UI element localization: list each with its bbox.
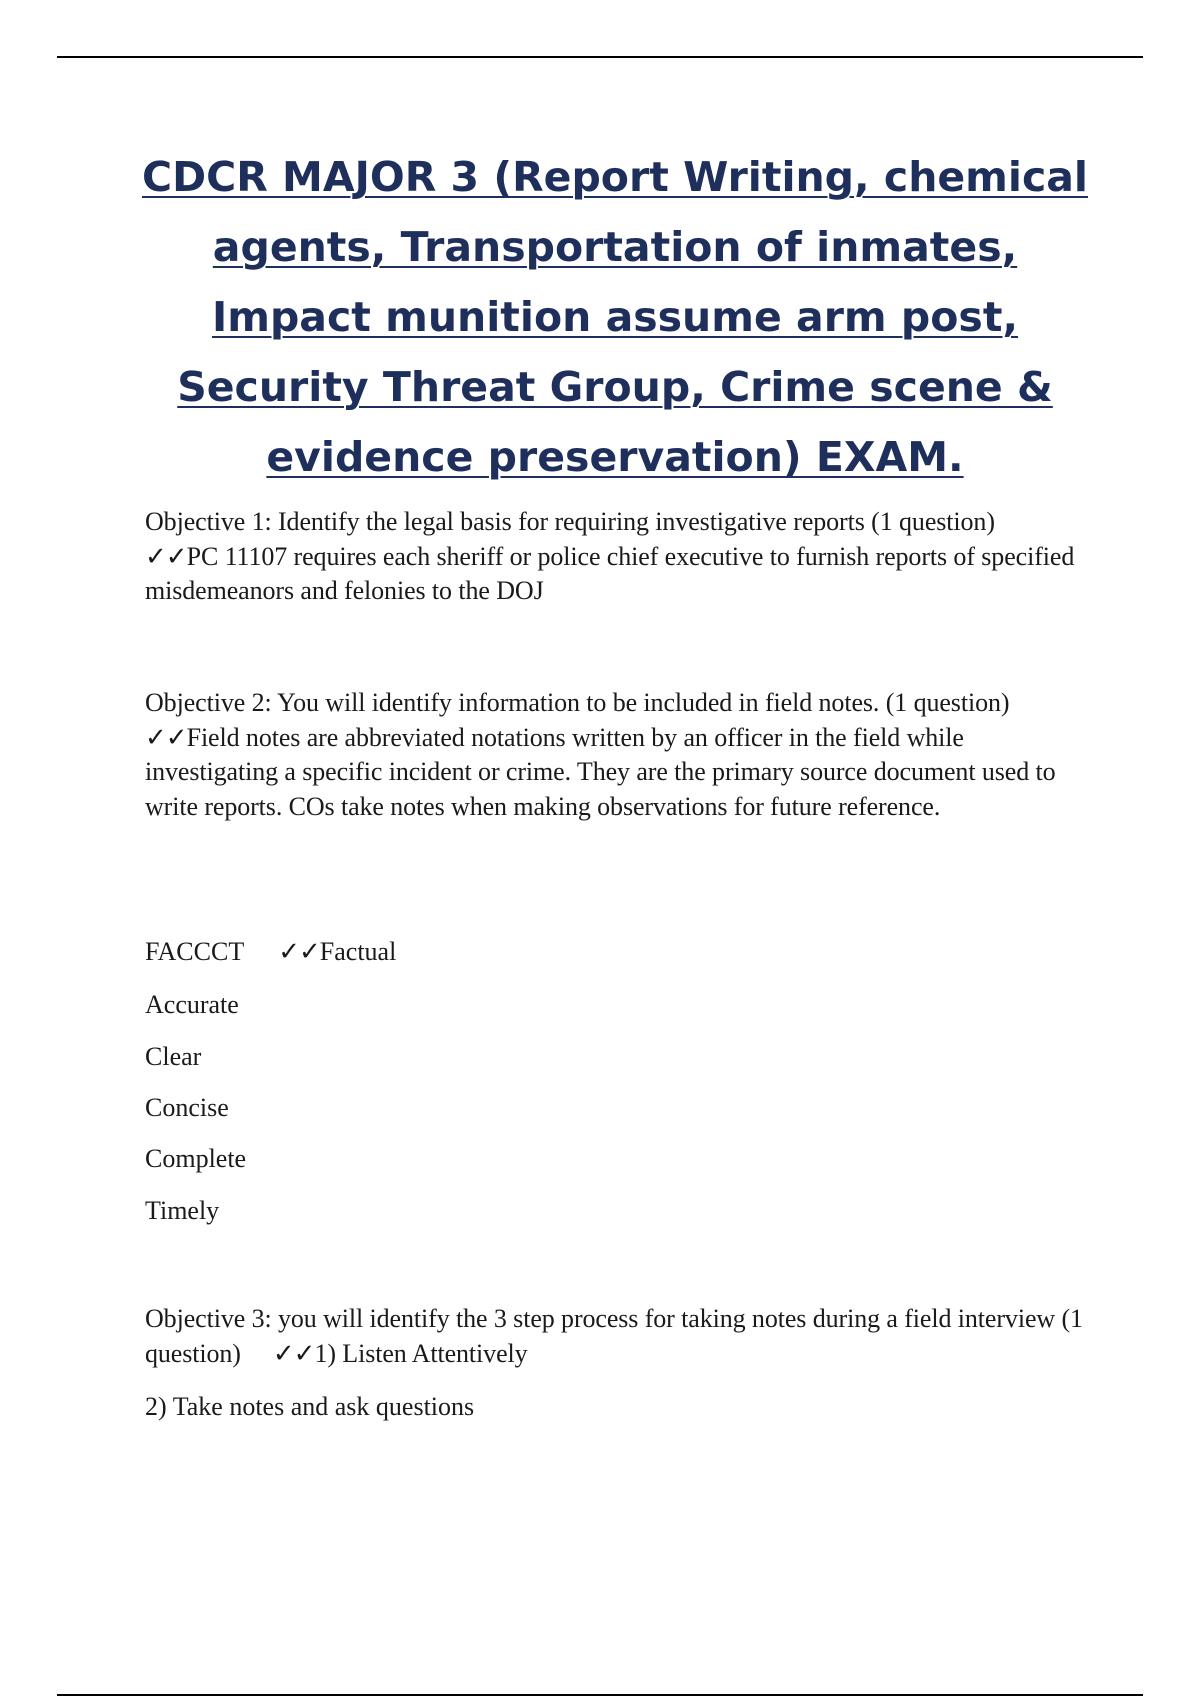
bottom-rule (57, 1694, 1143, 1696)
objective-3-answer-first: 1) Listen Attentively (314, 1338, 528, 1368)
objective-3-question: Objective 3: you will identify the 3 step process for taking notes during a field interview (1 question) (145, 1304, 1083, 1368)
list-item: Concise (145, 1093, 229, 1122)
document-title: CDCR MAJOR 3 (Report Writing, chemical agents, Transportation of inmates, Impact munition assume arm post, Security Threat Group, Crime scene & evidence preservation) EXAM. (142, 153, 1088, 481)
objective-3 (145, 1302, 1090, 1371)
objective-2-answer: Field notes are abbreviated notations written by an officer in the field while investigating a specific incident or crime. They are the primary source document used to write reports. COs take notes when making observations for future reference. (145, 722, 1056, 821)
list-item: Accurate (145, 990, 239, 1019)
check-mark-icon: ✓✓ (145, 722, 187, 752)
list-item: Clear (145, 1042, 202, 1071)
facccct-line (145, 935, 396, 970)
facccct-term: FACCCT (145, 937, 245, 966)
objective-1 (145, 505, 1090, 609)
objective-2-question: Objective 2: You will identify information to be included in field notes. (1 question) (145, 688, 1010, 717)
facccct-first: Factual (319, 937, 397, 966)
objective-1-answer: PC 11107 requires each sheriff or police chief executive to furnish reports of specified misdemeanors and felonies to the DOJ (145, 541, 1075, 605)
check-mark-icon: ✓✓ (272, 1338, 315, 1368)
check-mark-icon: ✓✓ (145, 541, 187, 571)
objective-2 (145, 686, 1090, 824)
objective-1-question: Objective 1: Identify the legal basis for requiring investigative reports (1 question) (145, 507, 995, 536)
objective-3-answer-second: 2) Take notes and ask questions (145, 1392, 475, 1421)
list-item: Complete (145, 1144, 247, 1173)
check-mark-icon: ✓✓ (278, 937, 320, 966)
list-item: Timely (145, 1196, 220, 1225)
top-rule (57, 56, 1143, 58)
